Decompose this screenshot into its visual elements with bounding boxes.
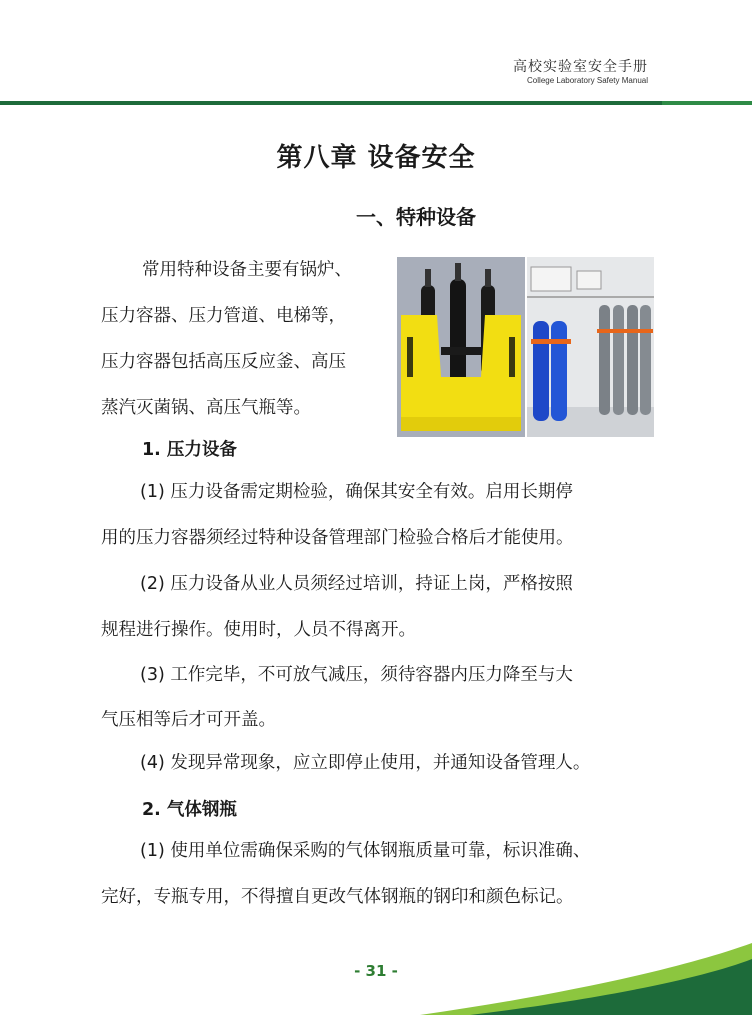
yellow-cylinder-stand-photo <box>397 257 525 437</box>
header-title-cn: 高校实验室安全手册 <box>513 59 648 75</box>
paragraph-1-line-2: 用的压力容器须经过特种设备管理部门检验合格后才能使用。 <box>101 528 574 548</box>
intro-line-3: 压力容器包括高压反应釜、高压 <box>101 352 346 372</box>
paragraph-5-line-2: 完好，专瓶专用，不得擅自更改气体钢瓶的钢印和颜色标记。 <box>101 887 574 907</box>
blue-cylinders-photo <box>527 257 654 437</box>
intro-line-2: 压力容器、压力管道、电梯等， <box>101 306 346 326</box>
header-divider <box>0 101 752 105</box>
page-number: - 31 - <box>354 962 398 980</box>
subheading-gas-cylinders: 2. 气体钢瓶 <box>142 800 237 820</box>
paragraph-4-line-1: (4) 发现异常现象，应立即停止使用，并通知设备管理人。 <box>140 753 591 773</box>
subheading-pressure-equipment: 1. 压力设备 <box>142 440 237 460</box>
paragraph-3-line-2: 气压相等后才可开盖。 <box>101 710 276 730</box>
paragraph-1-line-1: (1) 压力设备需定期检验，确保其安全有效。启用长期停 <box>140 482 573 502</box>
gas-cylinder-photo <box>397 257 654 437</box>
paragraph-3-line-1: (3) 工作完毕，不可放气减压，须待容器内压力降至与大 <box>140 665 573 685</box>
paragraph-2-line-2: 规程进行操作。使用时，人员不得离开。 <box>101 620 416 640</box>
chapter-title: 第八章 设备安全 <box>276 143 476 173</box>
intro-line-1: 常用特种设备主要有锅炉、 <box>142 260 352 280</box>
paragraph-5-line-1: (1) 使用单位需确保采购的气体钢瓶质量可靠，标识准确、 <box>140 841 591 861</box>
paragraph-2-line-1: (2) 压力设备从业人员须经过培训，持证上岗，严格按照 <box>140 574 573 594</box>
header-title-en: College Laboratory Safety Manual <box>527 76 648 85</box>
section-title: 一、特种设备 <box>356 205 476 229</box>
intro-line-4: 蒸汽灭菌锅、高压气瓶等。 <box>101 398 311 418</box>
